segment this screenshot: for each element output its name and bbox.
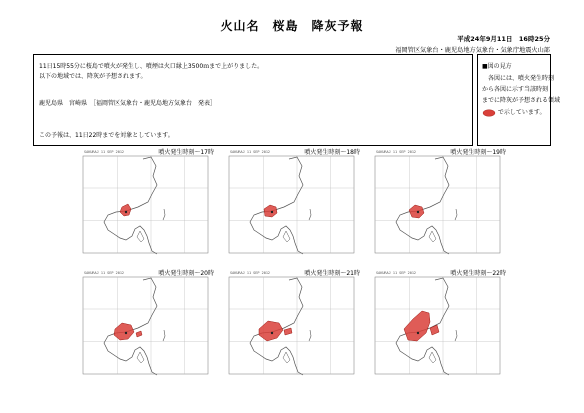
volcano-marker (271, 211, 273, 213)
ashfall-map (80, 150, 214, 260)
page-title: 火山名 桜島 降灰予報 (220, 19, 364, 33)
map-time-label: 噴火発生時刻～17時 (158, 149, 214, 156)
forecast-ashfall-line: 以下の地域では、降灰が予想されます。 (39, 73, 147, 80)
legend-heading: ■図の見方 (482, 63, 512, 70)
issued-datetime: 平成24年9月11日 16時25分 (457, 35, 550, 43)
map-stamp: SAKURAJ 11 SEP 2012 (84, 271, 125, 275)
forecast-eruption-line: 11日15時55分に桜島で噴火が発生し、噴煙は火口縁上3500ｍまで上がりました。 (39, 63, 264, 70)
map-time-label: 噴火発生時刻～18時 (304, 149, 360, 156)
map-frame (83, 156, 208, 253)
volcano-marker (125, 211, 127, 213)
legend-line: から各図に示す当該時刻 (482, 86, 549, 93)
ashfall-map (372, 271, 506, 381)
legend-line: までに降灰が予想される領域 (482, 97, 561, 104)
legend-line (482, 107, 545, 117)
ashfall-map (372, 150, 506, 260)
ashfall-map (226, 150, 360, 260)
map-time-label: 噴火発生時刻～20時 (158, 270, 214, 277)
map-frame (229, 277, 354, 374)
ash-area-swatch-icon (482, 109, 496, 117)
map-stamp: SAKURAJ 11 SEP 2012 (376, 150, 417, 154)
volcano-marker (417, 332, 419, 334)
legend-line: 各図には、噴火発生時刻 (488, 75, 555, 82)
map-stamp: SAKURAJ 11 SEP 2012 (230, 271, 271, 275)
volcano-marker (125, 332, 127, 334)
map-time-label: 噴火発生時刻～19時 (450, 149, 506, 156)
volcano-marker (271, 332, 273, 334)
forecast-period-line: この予報は、11日22時までを対象としています。 (39, 132, 174, 139)
forecast-text-box (33, 54, 473, 146)
map-frame (83, 277, 208, 374)
map-stamp: SAKURAJ 11 SEP 2012 (84, 150, 125, 154)
map-frame (229, 156, 354, 253)
ashfall-map (226, 271, 360, 381)
map-time-label: 噴火発生時刻～22時 (450, 270, 506, 277)
issuing-offices: 福岡管区気象台・鹿児島地方気象台・気象庁地震火山部 (395, 47, 550, 54)
ashfall-map-panel (226, 150, 360, 260)
ashfall-map-panel (80, 150, 214, 260)
volcano-marker (417, 211, 419, 213)
ashfall-map-panel (372, 150, 506, 260)
map-frame (375, 277, 500, 374)
map-frame (375, 156, 500, 253)
map-time-label: 噴火発生時刻～21時 (304, 270, 360, 277)
map-stamp: SAKURAJ 11 SEP 2012 (230, 150, 271, 154)
ashfall-map (80, 271, 214, 381)
ashfall-map-panel (226, 271, 360, 381)
legend-box (477, 54, 561, 146)
map-stamp: SAKURAJ 11 SEP 2012 (376, 271, 417, 275)
ashfall-map-panel (372, 271, 506, 381)
legend-line-suffix: で示しています。 (497, 109, 546, 116)
forecast-areas-line: 鹿児島県 宮崎県 ［福岡管区気象台・鹿児島地方気象台 発表］ (39, 100, 217, 107)
ashfall-map-panel (80, 271, 214, 381)
